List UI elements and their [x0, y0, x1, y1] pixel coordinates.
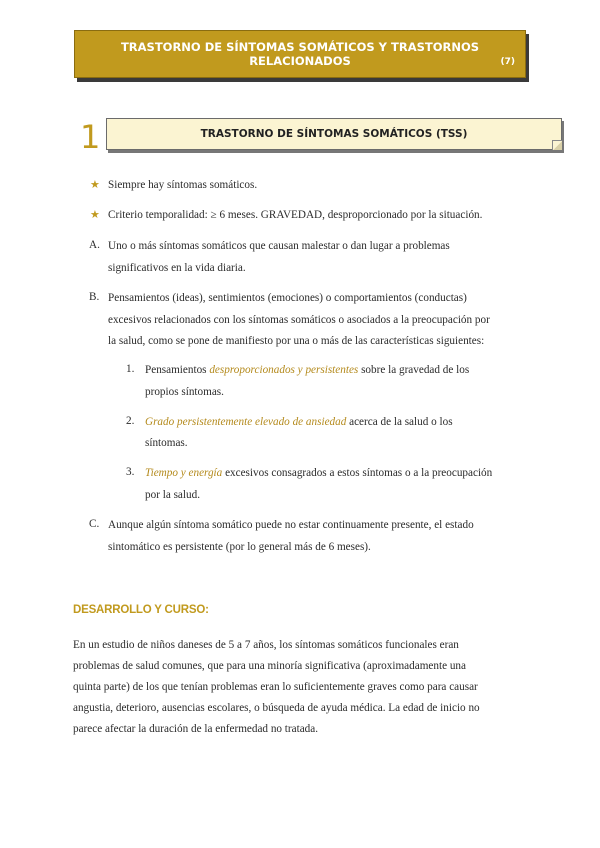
bullet-item: Siempre hay síntomas somáticos.: [108, 179, 258, 191]
criterion-a-line: significativos en la vida diaria.: [108, 262, 246, 274]
sub-item-marker: 3.: [126, 466, 135, 478]
criterion-marker-a: A.: [89, 239, 100, 251]
sub-item-text: acerca de la salud o los: [346, 416, 453, 428]
sub-item-line: [145, 363, 469, 377]
sub-item-marker: 1.: [126, 363, 135, 375]
paragraph-line: En un estudio de niños daneses de 5 a 7 años, los síntomas somáticos funcionales eran: [73, 639, 459, 651]
sub-item-marker: 2.: [126, 415, 135, 427]
development-heading: DESARROLLO Y CURSO:: [73, 604, 209, 616]
sub-item-line: síntomas.: [145, 437, 188, 449]
page-number: (7): [500, 57, 515, 67]
section-title: TRASTORNO DE SÍNTOMAS SOMÁTICOS (TSS): [200, 128, 468, 140]
section-number: 1: [80, 118, 101, 156]
criterion-c-line: sintomático es persistente (por lo general más de 6 meses).: [108, 541, 371, 553]
section-title-box: [106, 118, 562, 150]
folded-corner-icon: [552, 140, 562, 150]
criterion-a-line: Uno o más síntomas somáticos que causan malestar o dan lugar a problemas: [108, 240, 450, 252]
chapter-header-banner: [74, 30, 526, 78]
sub-item-text: sobre la gravedad de los: [358, 364, 470, 376]
sub-item-line: [145, 466, 492, 480]
criterion-marker-b: B.: [89, 291, 100, 303]
criterion-c-line: Aunque algún síntoma somático puede no estar continuamente presente, el estado: [108, 519, 474, 531]
paragraph-line: parece afectar la duración de la enfermedad no tratada.: [73, 723, 319, 735]
criterion-b-line: Pensamientos (ideas), sentimientos (emociones) o comportamientos (conductas): [108, 292, 467, 304]
criterion-marker-c: C.: [89, 518, 100, 530]
paragraph-line: quinta parte) de los que tenían problemas eran lo suficientemente graves como para causar: [73, 681, 478, 693]
sub-item-emphasis: Tiempo y energía: [145, 467, 223, 479]
sub-item-text: Pensamientos: [145, 364, 210, 376]
sub-item-text: excesivos consagrados a estos síntomas o a la preocupación: [222, 467, 493, 479]
star-icon: ★: [90, 208, 100, 221]
criterion-b-line: la salud, como se pone de manifiesto por una o más de las características siguientes:: [108, 335, 485, 347]
sub-item-emphasis: Grado persistentemente elevado de ansiedad: [145, 416, 347, 428]
sub-item-emphasis: desproporcionados y persistentes: [209, 364, 359, 376]
chapter-title-line1: TRASTORNO DE SÍNTOMAS SOMÁTICOS Y TRASTORNOS: [120, 40, 480, 54]
chapter-title-line2: RELACIONADOS: [249, 54, 351, 68]
sub-item-line: propios síntomas.: [145, 386, 224, 398]
criterion-b-line: excesivos relacionados con los síntomas somáticos o asociados a la preocupación por: [108, 314, 490, 326]
paragraph-line: angustia, deterioro, ausencias escolares, o búsqueda de ayuda médica. La edad de inicio no: [73, 702, 480, 714]
star-icon: ★: [90, 178, 100, 191]
sub-item-line: por la salud.: [145, 489, 200, 501]
bullet-item: Criterio temporalidad: ≥ 6 meses. GRAVEDAD, desproporcionado por la situación.: [108, 209, 483, 221]
sub-item-line: [145, 415, 453, 429]
paragraph-line: problemas de salud comunes, que para una minoría significativa (aproximadamente una: [73, 660, 466, 672]
